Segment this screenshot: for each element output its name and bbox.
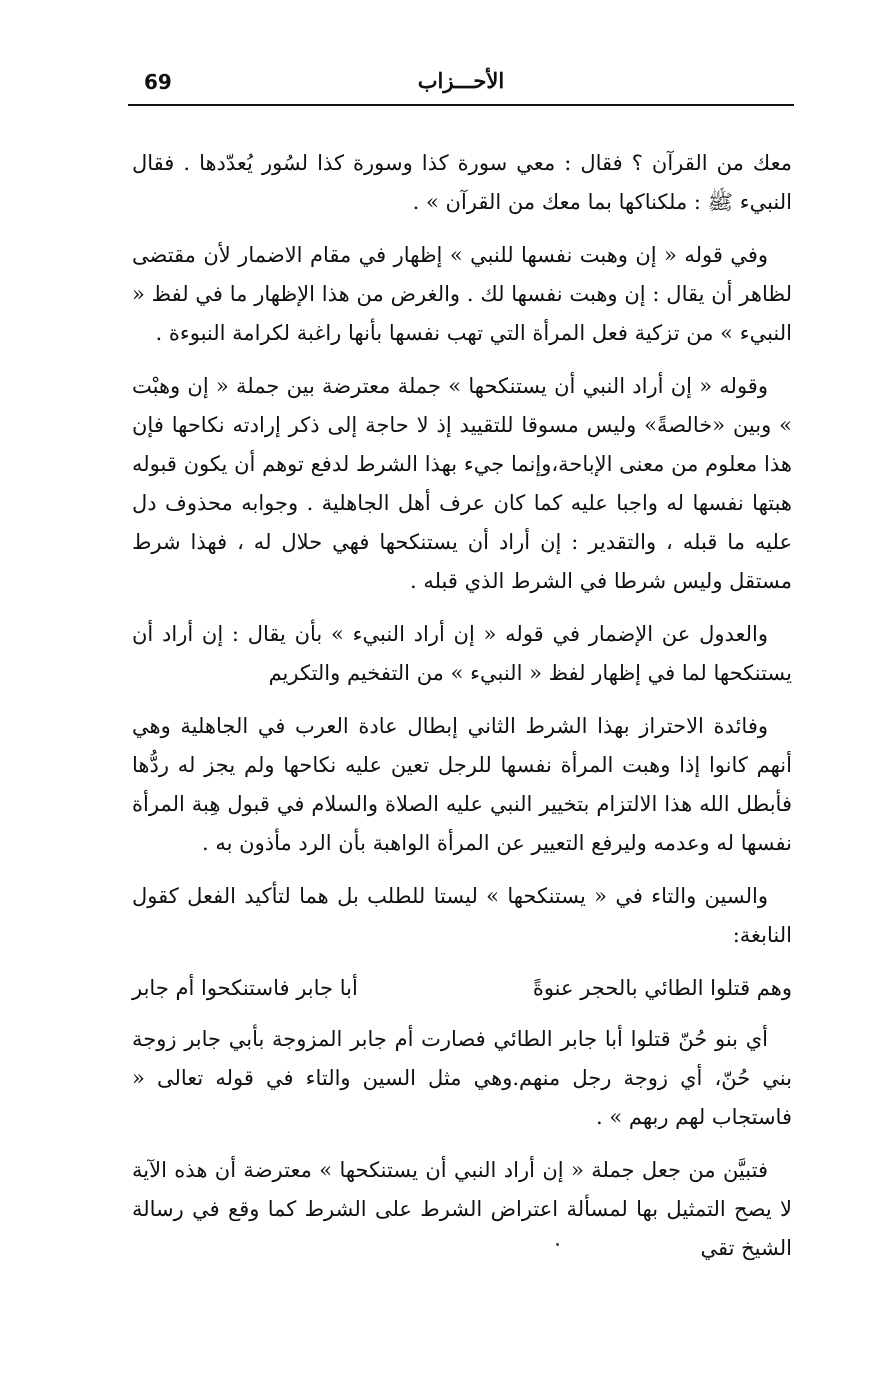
paragraph-6: والسين والتاء في « يستنكحها » ليستا للطلب بل هما لتأكيد الفعل كقول النابغة: <box>132 884 792 947</box>
page-header <box>128 66 794 102</box>
page-number: 69 <box>144 70 172 94</box>
paragraph-5: وفائدة الاحتراز بهذا الشرط الثاني إبطال عادة العرب في الجاهلية وهي أنهم كانوا إذا وهبت المرأة نفسها للرجل تعين عليه نكاحها ولم يجز له ردُّها فأبطل الله هذا الالتزام بتخيير النبي عليه الصلاة والسلام في قبول هِبة المرأة نفسها له وعدمه وليرفع التعيير عن المرأة الواهبة بأن الرد مأذون به . <box>132 714 792 855</box>
header-rule <box>128 104 794 106</box>
ink-speck <box>556 1243 559 1246</box>
paragraph-7: أي بنو حُنّ قتلوا أبا جابر الطائي فصارت أم جابر المزوجة بأبي جابر زوجة بني حُنّ، أي زوجة رجل منهم.وهي مثل السين والتاء في قوله تعالى « فاستجاب لهم ربهم » . <box>132 1027 792 1129</box>
paragraph-3: وقوله « إن أراد النبي أن يستنكحها » جملة معترضة بين جملة « إن وهبْت » وبين «خالصةً» وليس مسوقا للتقييد إذ لا حاجة إلى ذكر إرادته نكاحها فإن هذا معلوم من معنى الإباحة،وإنما جيء بهذا الشرط لدفع توهم أن يكون قبوله هبتها نفسها له واجبا عليه كما كان عرف أهل الجاهلية . وجوابه محذوف دل عليه ما قبله ، والتقدير : إن أراد أن يستنكحها فهي حلال له ، فهذا شرط مستقل وليس شرطا في الشرط الذي قبله . <box>132 374 792 593</box>
paragraph-8: فتبيَّن من جعل جملة « إن أراد النبي أن يستنكحها » معترضة أن هذه الآية لا يصح التمثيل بها لمسألة اعتراض الشرط على الشرط كما وقع في رسالة الشيخ تقي <box>132 1158 792 1260</box>
running-title: الأحـــزاب <box>417 68 505 93</box>
paragraph-4: والعدول عن الإضمار في قوله « إن أراد النبيء » بأن يقال : إن أراد أن يستنكحها لما في إظهار لفظ « النبيء » من التفخيم والتكريم <box>132 622 792 685</box>
verse-first-hemistich: وهم قتلوا الطائي بالحجر عنوةً <box>532 976 792 1000</box>
paragraph-2: وفي قوله « إن وهبت نفسها للنبي » إظهار في مقام الاضمار لأن مقتضى لظاهر أن يقال : إن وهبت نفسها لك . والغرض من هذا الإظهار ما في لفظ « النبيء » من تزكية فعل المرأة التي تهب نفسها بأنها راغبة لكرامة النبوءة . <box>132 243 792 345</box>
poetry-verse <box>132 969 792 1008</box>
paragraph-1: معك من القرآن ؟ فقال : معي سورة كذا وسورة كذا لسُور يُعدّدها . فقال النبيء ﷺ : ملكناكها بما معك من القرآن » . <box>132 151 792 214</box>
verse-second-hemistich: أبا جابر فاستنكحوا أم جابر <box>132 976 358 1000</box>
body-text <box>132 144 792 1282</box>
